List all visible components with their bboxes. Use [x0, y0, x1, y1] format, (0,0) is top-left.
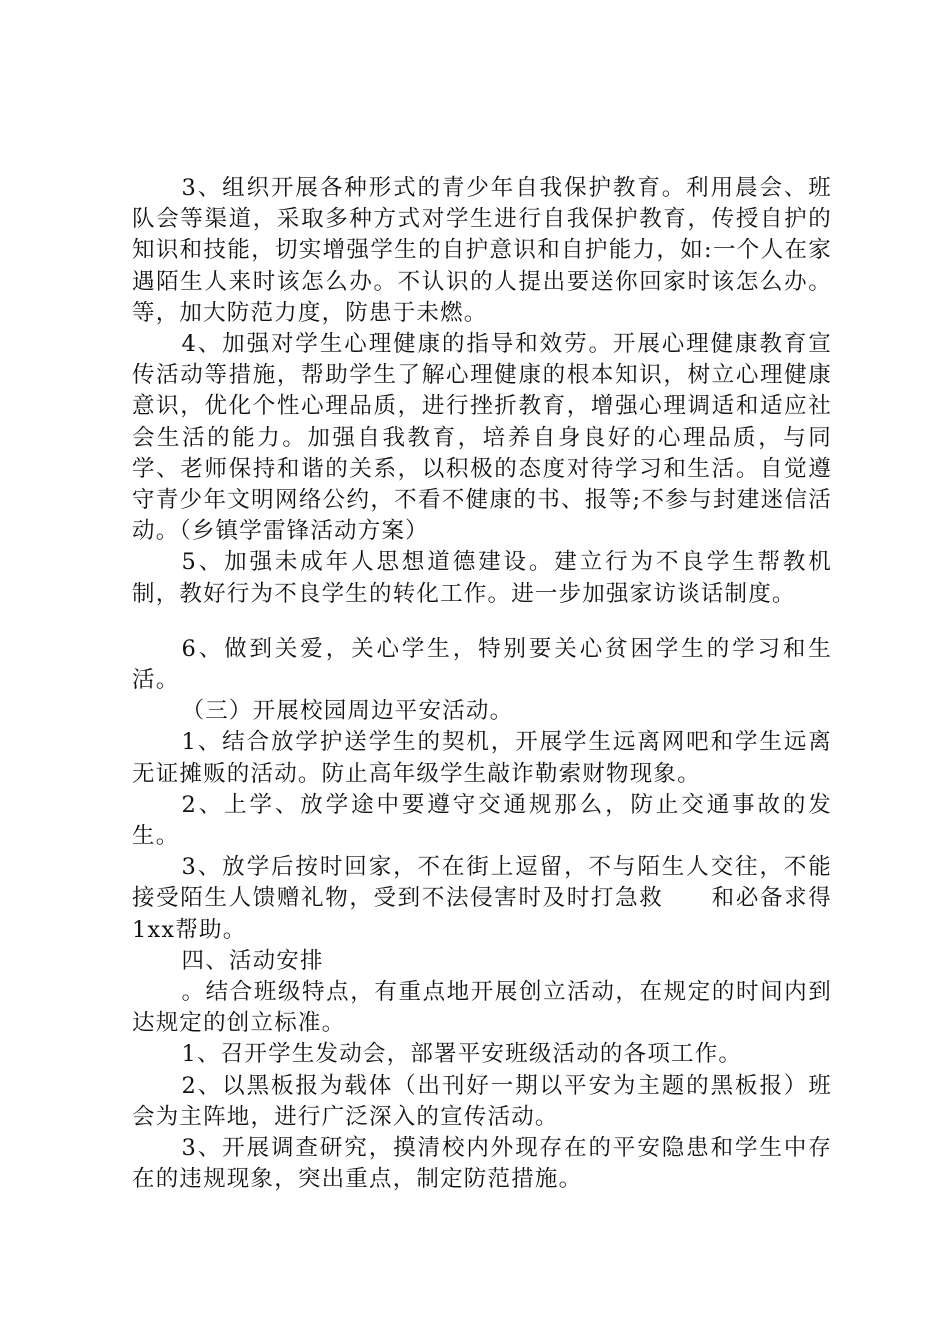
paragraph-spacer	[132, 610, 832, 634]
paragraph-class-features: 。结合班级特点，有重点地开展创立活动，在规定的时间内到达规定的创立标准。	[132, 979, 832, 1037]
section-heading-activity-arrangement: 四、活动安排	[181, 947, 324, 974]
paragraph-traffic-rules: 2、上学、放学途中要遵守交通规那么，防止交通事故的发生。	[132, 791, 832, 850]
paragraph-moral-education: 5、加强未成年人思想道德建设。建立行为不良学生帮教机制，教好行为不良学生的转化工作。进一步加强家访谈话制度。	[132, 549, 832, 607]
section-heading-campus-safety: （三）开展校园周边平安活动。	[181, 698, 514, 725]
document-body	[132, 173, 832, 1196]
paragraph-blackboard: 2、以黑板报为载体（出刊好一期以平安为主题的黑板报）班会为主阵地，进行广泛深入的宣传活动。	[132, 1072, 832, 1130]
paragraph-care-students: 6、做到关爱，关心学生，特别要关心贫困学生的学习和生活。	[132, 635, 832, 694]
paragraph-mental-health: 4、加强对学生心理健康的指导和效劳。开展心理健康教育宣传活动等措施，帮助学生了解心理健康的根本知识，树立心理健康意识，优化个性心理品质，进行挫折教育，增强心理调适和适应社会生活的能力。加强自我教育，培养自身良好的心理品质，与同学、老师保持和谐的关系，以积极的态度对待学习和生活。自觉遵守青少年文明网络公约，不看不健康的书、报等;不参与封建迷信活动。（乡镇学雷锋活动方案）	[132, 331, 832, 545]
paragraph-investigation: 3、开展调查研究，摸清校内外现存在的平安隐患和学生中存在的违规现象，突出重点，制定防范措施。	[132, 1135, 832, 1193]
paragraph-mobilization-meeting: 1、召开学生发动会，部署平安班级活动的各项工作。	[181, 1041, 743, 1068]
paragraph-self-protection: 3、组织开展各种形式的青少年自我保护教育。利用晨会、班队会等渠道，采取多种方式对学生进行自我保护教育，传授自护的知识和技能，切实增强学生的自护意识和自护能力，如:一个人在家遇陌生人来时该怎么办。不认识的人提出要送你回家时该怎么办。等，加大防范力度，防患于未燃。	[132, 175, 832, 326]
paragraph-escort-students: 1、结合放学护送学生的契机，开展学生远离网吧和学生远离无证摊贩的活动。防止高年级学生敲诈勒索财物现象。	[132, 729, 832, 787]
paragraph-go-home: 3、放学后按时回家，不在街上逗留，不与陌生人交往，不能接受陌生人馈赠礼物，受到不法侵害时及时打急救 和必备求得1xx帮助。	[132, 854, 832, 943]
